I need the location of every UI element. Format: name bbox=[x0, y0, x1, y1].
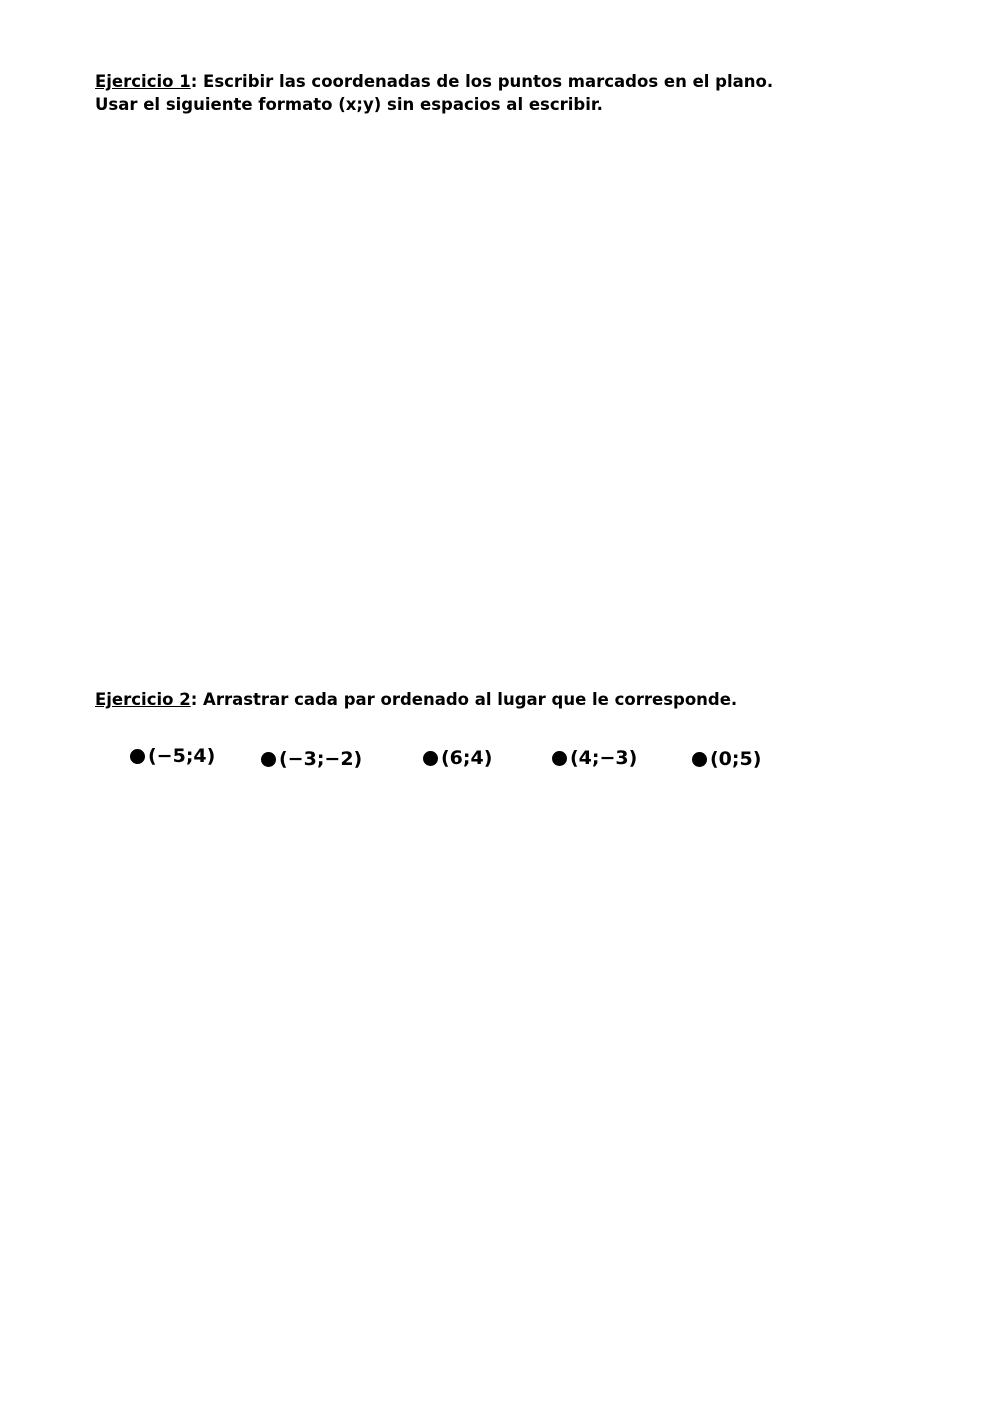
x-tick-label: 4 bbox=[613, 1093, 622, 1109]
y-tick-label: 3 bbox=[408, 254, 417, 270]
draggable-pair-2[interactable] bbox=[261, 748, 362, 770]
draggable-pair-4[interactable] bbox=[552, 747, 637, 769]
x-tick-label: -1 bbox=[338, 420, 352, 436]
x-axis-label: x bbox=[814, 1071, 827, 1093]
x-tick-label: -5 bbox=[178, 1093, 192, 1109]
x-tick-label: -2 bbox=[322, 1093, 336, 1109]
y-tick-label: 1 bbox=[439, 1026, 448, 1042]
y-tick-label: 2 bbox=[408, 303, 417, 319]
y-tick-label: -3 bbox=[439, 1218, 453, 1234]
draggable-pair-3[interactable] bbox=[423, 747, 492, 769]
y-axis-label: y bbox=[366, 149, 379, 171]
point-dot-icon bbox=[552, 751, 567, 766]
exercise-1-text: : Escribir las coordenadas de los puntos marcados en el plano. bbox=[190, 72, 774, 91]
y-tick-label: -1 bbox=[439, 1122, 453, 1138]
x-tick-label: 5 bbox=[661, 1093, 670, 1109]
x-tick-label: 3 bbox=[565, 1093, 574, 1109]
y-tick-label: -4 bbox=[408, 597, 422, 613]
x-tick-label: -4 bbox=[226, 1093, 240, 1109]
y-tick-label: -3 bbox=[408, 548, 422, 564]
x-tick-label: 7 bbox=[757, 1093, 766, 1109]
x-tick-label: -1 bbox=[370, 1093, 384, 1109]
y-tick-label: 3 bbox=[439, 930, 448, 946]
origin-marker bbox=[391, 405, 398, 412]
plotted-point bbox=[486, 255, 499, 268]
y-tick-label: 4 bbox=[439, 882, 448, 898]
x-tick-label: 2 bbox=[517, 1093, 526, 1109]
x-tick-label: 4 bbox=[586, 420, 595, 436]
x-tick-label: -3 bbox=[240, 420, 254, 436]
exercise-2-text: : Arrastrar cada par ordenado al lugar que le corresponde. bbox=[190, 690, 738, 709]
x-tick-label: 7 bbox=[733, 420, 742, 436]
x-tick-label: -2 bbox=[289, 420, 303, 436]
y-tick-label: 2 bbox=[439, 978, 448, 994]
draggable-pair-1[interactable] bbox=[130, 745, 215, 767]
plotted-point bbox=[535, 598, 548, 611]
pair-label: (0;5) bbox=[710, 748, 762, 770]
exercise-2-label: Ejercicio 2 bbox=[95, 690, 191, 709]
x-tick-label: 3 bbox=[537, 420, 546, 436]
pair-label: (−3;−2) bbox=[279, 748, 363, 770]
origin-marker bbox=[422, 1078, 429, 1085]
point-dot-icon bbox=[130, 749, 145, 764]
exercise-2-instruction bbox=[95, 689, 737, 711]
x-tick-label: -3 bbox=[274, 1093, 288, 1109]
y-tick-label: -2 bbox=[408, 499, 422, 515]
x-tick-label: -5 bbox=[142, 420, 156, 436]
x-tick-label: 1 bbox=[439, 420, 448, 436]
pair-label: (6;4) bbox=[441, 747, 493, 769]
x-axis-label: x bbox=[792, 398, 805, 420]
x-tick-label: 6 bbox=[684, 420, 693, 436]
point-dot-icon bbox=[261, 752, 276, 767]
exercise-1-instruction-line-2: Usar el siguiente formato (x;y) sin espacios al escribir. bbox=[95, 95, 603, 114]
y-tick-label: -1 bbox=[408, 450, 422, 466]
draggable-pair-5[interactable] bbox=[692, 748, 761, 770]
y-axis-label: y bbox=[397, 779, 410, 801]
plotted-point bbox=[682, 402, 695, 415]
x-tick-label: 1 bbox=[469, 1093, 478, 1109]
x-tick-label: -4 bbox=[191, 420, 205, 436]
x-tick-label: -6 bbox=[130, 1093, 144, 1109]
x-tick-label: 5 bbox=[635, 420, 644, 436]
x-tick-label: 2 bbox=[488, 420, 497, 436]
plotted-point bbox=[143, 500, 156, 513]
x-tick-label: 6 bbox=[709, 1093, 718, 1109]
point-dot-icon bbox=[423, 751, 438, 766]
pair-label: (4;−3) bbox=[570, 747, 638, 769]
plotted-point bbox=[241, 304, 254, 317]
y-tick-label: -4 bbox=[439, 1266, 453, 1282]
y-tick-label: 1 bbox=[408, 352, 417, 368]
y-tick-label: -2 bbox=[439, 1170, 453, 1186]
y-tick-label: 5 bbox=[439, 834, 448, 850]
exercise-1-instruction-line-1 bbox=[95, 71, 773, 93]
y-tick-label: 4 bbox=[408, 205, 417, 221]
point-dot-icon bbox=[692, 752, 707, 767]
exercise-1-label: Ejercicio 1 bbox=[95, 72, 191, 91]
pair-label: (−5;4) bbox=[148, 745, 216, 767]
